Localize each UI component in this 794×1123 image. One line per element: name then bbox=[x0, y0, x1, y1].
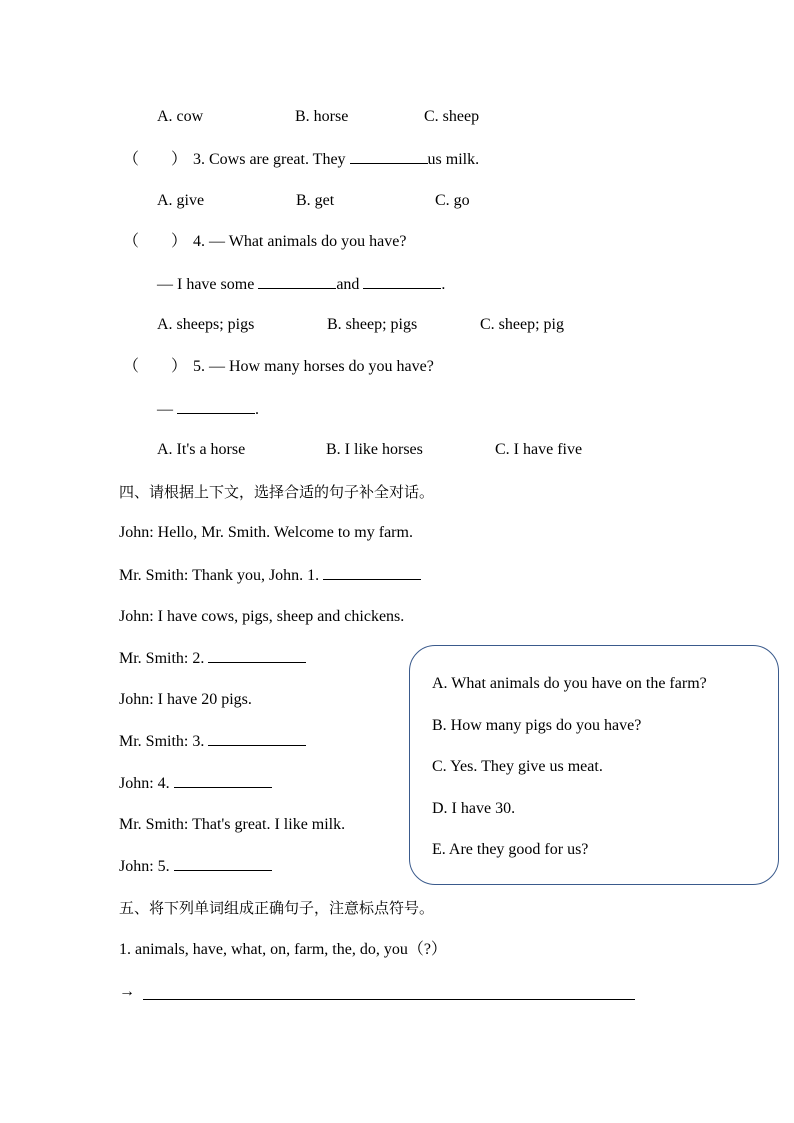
q5-option-a: A. It's a horse bbox=[157, 441, 246, 458]
answer-blank-2[interactable] bbox=[363, 274, 441, 289]
answer-blank[interactable] bbox=[177, 399, 255, 414]
answer-paren[interactable]: （ ） bbox=[123, 151, 188, 168]
choice-c: C. Yes. They give us meat. bbox=[432, 758, 603, 775]
q2-option-b: B. horse bbox=[295, 108, 349, 125]
q5-option-c: C. I have five bbox=[495, 441, 583, 458]
answer-line[interactable] bbox=[143, 999, 635, 1000]
q2-option-c: C. sheep bbox=[424, 108, 480, 125]
q4-option-b: B. sheep; pigs bbox=[327, 316, 418, 333]
answer-text: — bbox=[157, 401, 173, 418]
q5-option-b: B. I like horses bbox=[326, 441, 423, 458]
answer-text-mid: and bbox=[336, 276, 360, 293]
q3-option-c: C. go bbox=[435, 192, 470, 209]
answer-text-end: . bbox=[441, 276, 446, 293]
q5-question bbox=[123, 357, 434, 377]
q4-option-a: A. sheeps; pigs bbox=[157, 316, 255, 333]
dialogue-line-9 bbox=[119, 856, 272, 877]
dialogue-line-8: Mr. Smith: That's great. I like milk. bbox=[119, 816, 346, 833]
q3-option-b: B. get bbox=[296, 192, 335, 209]
dialogue-line-5: John: I have 20 pigs. bbox=[119, 691, 252, 708]
question-text: Cows are great. They bbox=[209, 151, 346, 168]
answer-paren[interactable]: （ ） bbox=[123, 358, 188, 375]
dialogue-text: Mr. Smith: 2. bbox=[119, 650, 205, 667]
question-number: 5. bbox=[193, 358, 205, 375]
answer-blank-3[interactable] bbox=[208, 731, 306, 746]
question-text: — How many horses do you have? bbox=[209, 358, 434, 375]
answer-blank-4[interactable] bbox=[174, 773, 272, 788]
section5-item-1: 1. animals, have, what, on, farm, the, do, you（?） bbox=[119, 941, 447, 958]
answer-blank-5[interactable] bbox=[174, 856, 272, 871]
dialogue-text: Mr. Smith: 3. bbox=[119, 733, 205, 750]
answer-text-end: . bbox=[255, 401, 259, 418]
dialogue-text: Mr. Smith: Thank you, John. 1. bbox=[119, 567, 320, 584]
choice-d: D. I have 30. bbox=[432, 800, 516, 817]
q3-question bbox=[123, 149, 479, 170]
answer-paren[interactable]: （ ） bbox=[123, 233, 188, 250]
dialogue-line-7 bbox=[119, 773, 272, 794]
choice-e: E. Are they good for us? bbox=[432, 841, 589, 858]
question-number: 3. bbox=[193, 151, 205, 168]
q5-answer-line bbox=[157, 399, 259, 420]
answer-blank-2[interactable] bbox=[208, 648, 306, 663]
dialogue-text: John: 5. bbox=[119, 858, 170, 875]
answer-blank-1[interactable] bbox=[323, 565, 421, 580]
section5-title: 五、将下列单词组成正确句子，注意标点符号。 bbox=[119, 899, 435, 917]
q2-option-a: A. cow bbox=[157, 108, 204, 125]
dialogue-text: John: 4. bbox=[119, 775, 170, 792]
answer-text: — I have some bbox=[157, 276, 255, 293]
answer-blank[interactable] bbox=[350, 149, 428, 164]
dialogue-line-3: John: I have cows, pigs, sheep and chickens. bbox=[119, 608, 405, 625]
section4-title: 四、请根据上下文，选择合适的句子补全对话。 bbox=[119, 483, 435, 501]
question-text-end: us milk. bbox=[427, 151, 480, 168]
dialogue-line-4 bbox=[119, 648, 306, 669]
choices-box bbox=[409, 645, 779, 885]
answer-blank-1[interactable] bbox=[258, 274, 336, 289]
dialogue-line-2 bbox=[119, 565, 421, 586]
dialogue-line-1: John: Hello, Mr. Smith. Welcome to my farm. bbox=[119, 524, 413, 541]
q4-option-c: C. sheep; pig bbox=[480, 316, 564, 333]
arrow-icon: → bbox=[119, 983, 135, 1000]
q3-option-a: A. give bbox=[157, 192, 205, 209]
choice-b: B. How many pigs do you have? bbox=[432, 717, 642, 734]
dialogue-line-6 bbox=[119, 731, 306, 752]
question-text: — What animals do you have? bbox=[209, 233, 407, 250]
question-number: 4. bbox=[193, 233, 205, 250]
q4-question bbox=[123, 232, 406, 252]
choice-a: A. What animals do you have on the farm? bbox=[432, 675, 707, 692]
q4-answer-line bbox=[157, 274, 445, 295]
